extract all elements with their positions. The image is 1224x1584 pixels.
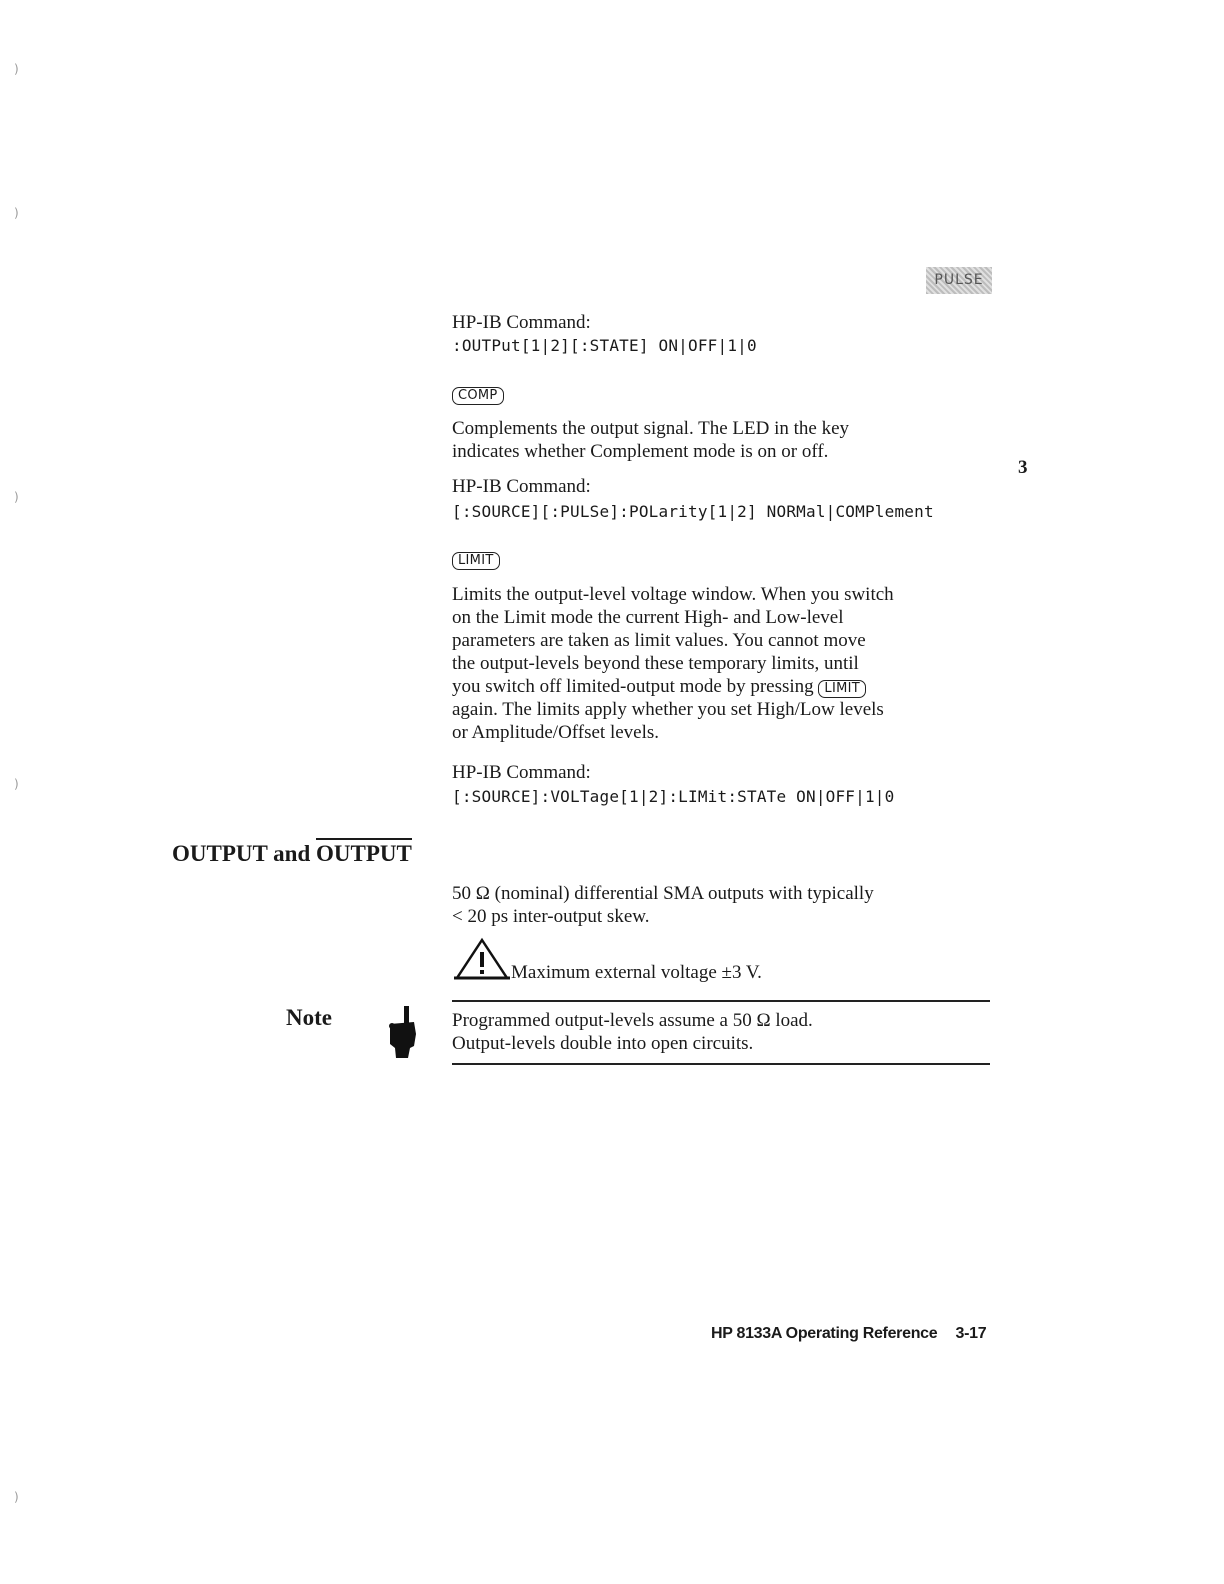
section-tab: PULSE [926, 267, 992, 294]
note-bottom-rule [452, 1063, 990, 1065]
hpib-label: HP-IB Command: [452, 476, 591, 497]
limit-key: LIMIT [452, 552, 500, 570]
note-top-rule [452, 1000, 990, 1002]
limit-description: Limits the output-level voltage window. When you switch on the Limit mode the current High- and Low-level parameters are taken as limit values. You cannot move the output-levels beyond these temporary limits, until you switch off limited-output mode by pressing LIMIT again. The limits apply whether you set High/Low levels or Amplitude/Offset levels. [452, 584, 894, 743]
warning-text: Maximum external voltage ±3 V. [511, 962, 762, 983]
note-text: Programmed output-levels assume a 50 Ω load. Output-levels double into open circuits. [452, 1010, 813, 1054]
output-description: 50 Ω (nominal) differential SMA outputs with typically < 20 ps inter-output skew. [452, 883, 874, 927]
hpib-label: HP-IB Command: [452, 762, 591, 783]
heading-inverted-output: OUTPUT [316, 838, 412, 866]
chapter-number: 3 [1018, 457, 1028, 478]
note-label: Note [286, 1005, 332, 1030]
limit-key-inline: LIMIT [818, 680, 866, 698]
section-heading: OUTPUT and OUTPUT [172, 841, 412, 867]
margin-mark: ) [14, 1490, 19, 1504]
margin-mark: ) [14, 777, 19, 791]
pointing-hand-icon [384, 1004, 420, 1064]
margin-mark: ) [14, 206, 19, 220]
margin-mark: ) [14, 62, 19, 76]
hpib-command: [:SOURCE][:PULSe]:POLarity[1|2] NORMal|COMPlement [452, 502, 934, 521]
comp-description: Complements the output signal. The LED in the key indicates whether Complement mode is on or off. [452, 418, 850, 462]
hpib-label: HP-IB Command: [452, 312, 591, 333]
margin-mark: ) [14, 490, 19, 504]
page-footer: HP 8133A Operating Reference 3-17 [711, 1325, 987, 1342]
comp-key: COMP [452, 387, 504, 405]
warning-icon [454, 937, 510, 985]
hpib-command: [:SOURCE]:VOLTage[1|2]:LIMit:STATe ON|OFF|1|0 [452, 787, 895, 806]
hpib-command: :OUTPut[1|2][:STATE] ON|OFF|1|0 [452, 336, 757, 355]
